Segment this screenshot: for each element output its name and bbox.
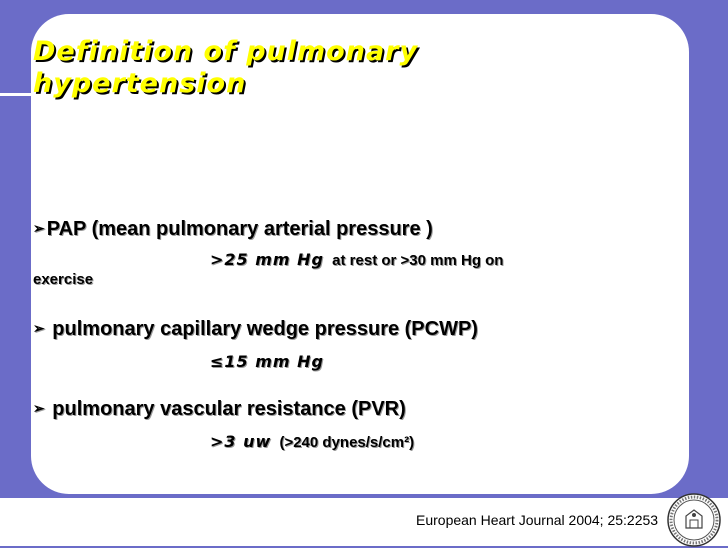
pcwp-threshold: ≤15 mm Hg [210,352,324,371]
bullet-pap-text: PAP (mean pulmonary arterial pressure ) [46,218,433,240]
bullet-pap [33,218,433,241]
slide-title [33,36,418,100]
pvr-value [210,432,414,451]
bullet-pcwp [33,318,478,341]
pap-wrap-text: exercise [33,271,94,288]
bullet-pvr-text: pulmonary vascular resistance (PVR) [52,398,406,420]
bullet-pcwp-text: pulmonary capillary wedge pressure (PCWP) [52,318,478,340]
citation: European Heart Journal 2004; 25:2253 [416,512,659,528]
pcwp-value [210,352,328,371]
pap-threshold: >25 mm Hg [210,250,324,269]
pvr-threshold: >3 uw [210,432,272,451]
pap-value [210,250,503,269]
pvr-rest-text: (>240 dynes/s/cm²) [279,434,415,451]
arrow-bullet-icon: ➢ [33,220,45,236]
arrow-bullet-icon: ➢ [33,320,45,336]
pap-rest-text: at rest or >30 mm Hg on [332,252,504,269]
title-line-1: Definition of pulmonary [33,36,419,67]
university-seal-icon [666,492,722,548]
bullet-pvr [33,398,406,421]
title-line-2: hypertension [33,68,247,99]
arrow-bullet-icon: ➢ [33,400,45,416]
